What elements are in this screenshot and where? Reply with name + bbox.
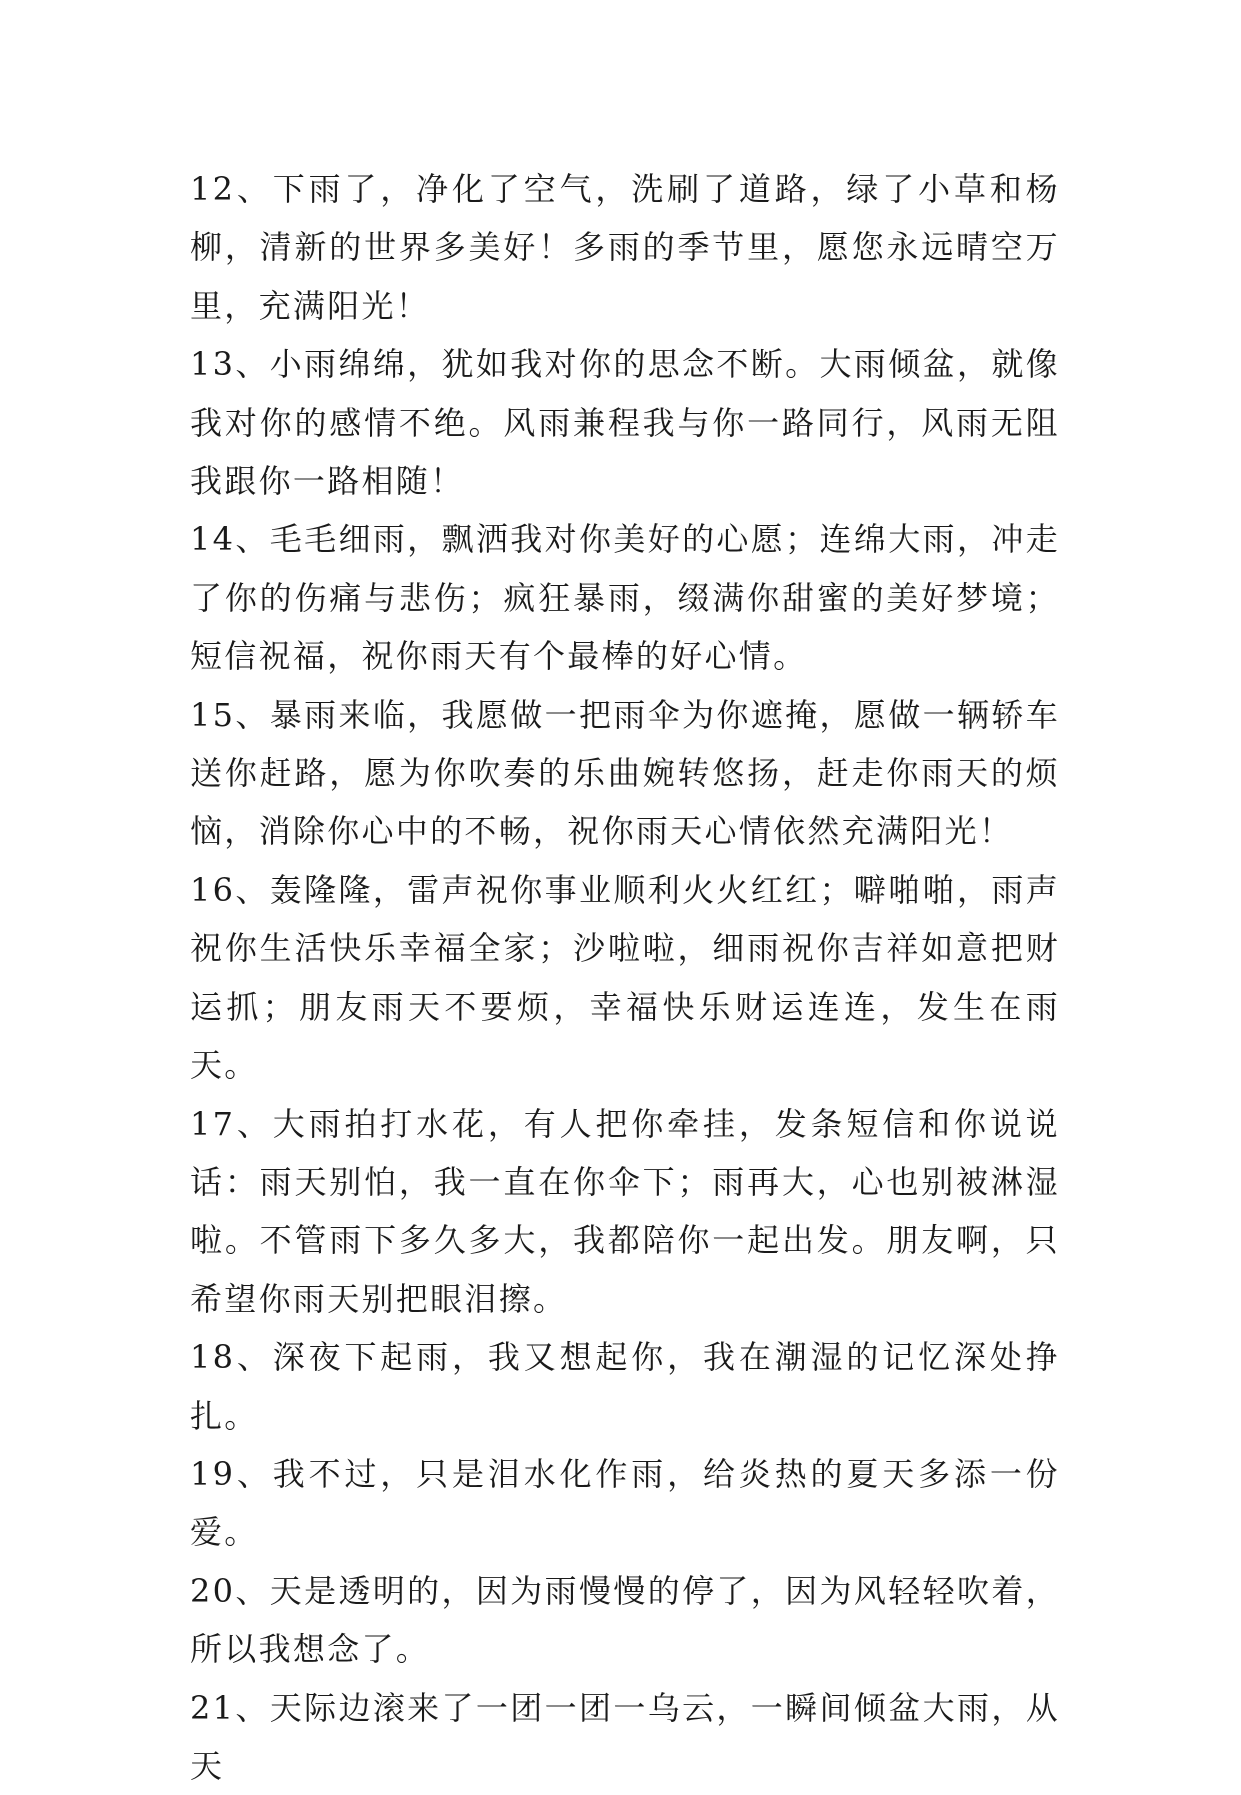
document-body	[190, 160, 1060, 1795]
paragraph-13: 13、小雨绵绵，犹如我对你的思念不断。大雨倾盆，就像我对你的感情不绝。风雨兼程我与你一路同行，风雨无阻我跟你一路相随！	[190, 345, 1060, 501]
paragraph-17: 17、大雨拍打水花，有人把你牵挂，发条短信和你说说话：雨天别怕，我一直在你伞下；雨再大，心也别被淋湿啦。不管雨下多久多大，我都陪你一起出发。朋友啊，只希望你雨天别把眼泪擦。	[190, 1104, 1060, 1318]
paragraph-18: 18、深夜下起雨，我又想起你，我在潮湿的记忆深处挣扎。	[190, 1338, 1060, 1435]
paragraph-14: 14、毛毛细雨，飘洒我对你美好的心愿；连绵大雨，冲走了你的伤痛与悲伤；疯狂暴雨，缀满你甜蜜的美好梦境；短信祝福，祝你雨天有个最棒的好心情。	[190, 520, 1060, 676]
paragraph-21: 21、天际边滚来了一团一团一乌云，一瞬间倾盆大雨，从天	[190, 1688, 1060, 1785]
paragraph-19: 19、我不过，只是泪水化作雨，给炎热的夏天多添一份爱。	[190, 1454, 1060, 1552]
paragraph-12: 12、下雨了，净化了空气，洗刷了道路，绿了小草和杨柳，清新的世界多美好！多雨的季节里，愿您永远晴空万里，充满阳光！	[190, 170, 1060, 325]
paragraph-16: 16、轰隆隆，雷声祝你事业顺利火火红红；噼啪啪，雨声祝你生活快乐幸福全家；沙啦啦，细雨祝你吉祥如意把财运抓；朋友雨天不要烦，幸福快乐财运连连，发生在雨天。	[190, 870, 1060, 1085]
paragraph-20: 20、天是透明的，因为雨慢慢的停了，因为风轻轻吹着，所以我想念了。	[190, 1571, 1060, 1669]
paragraph-15: 15、暴雨来临，我愿做一把雨伞为你遮掩，愿做一辆轿车送你赶路，愿为你吹奏的乐曲婉转悠扬，赶走你雨天的烦恼，消除你心中的不畅，祝你雨天心情依然充满阳光！	[190, 695, 1060, 851]
